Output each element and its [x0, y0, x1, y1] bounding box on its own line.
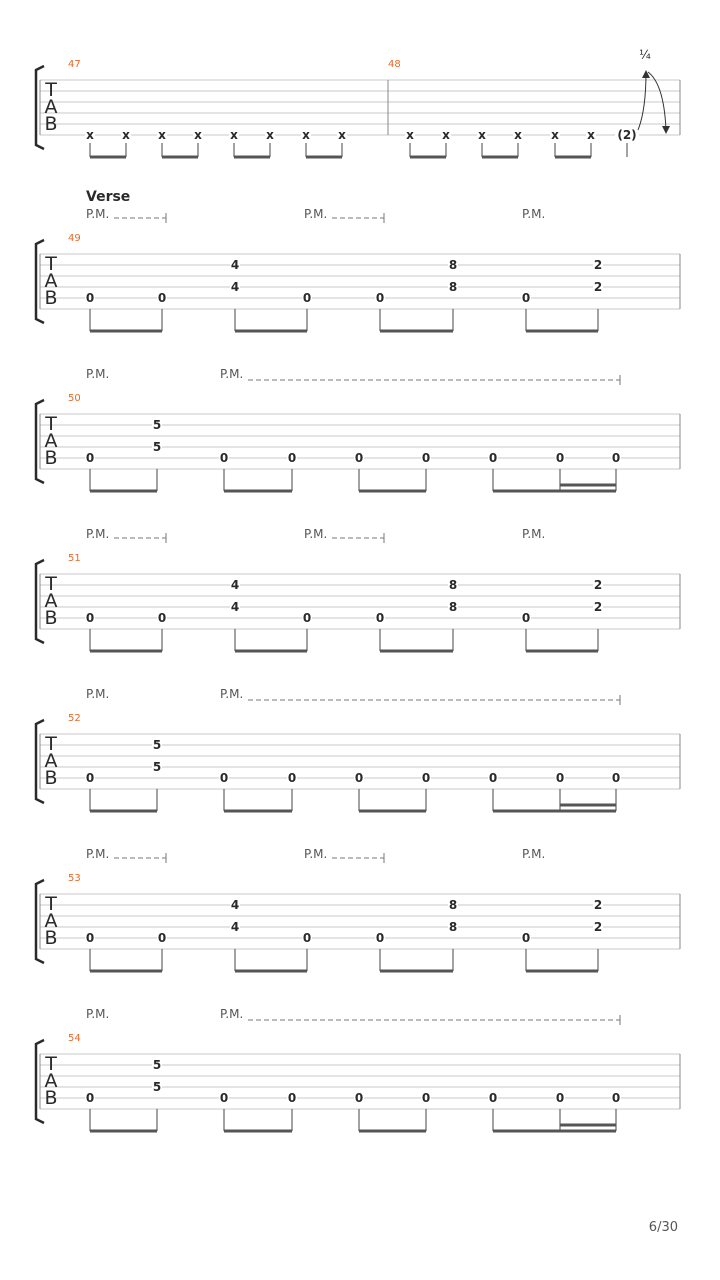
- fret-number: 0: [85, 931, 95, 945]
- tab-clef-letter: T: [45, 413, 57, 435]
- measure-number: 49: [68, 233, 81, 244]
- fret-number: x: [158, 128, 166, 142]
- fret-number: 4: [230, 280, 240, 294]
- fret-number: x: [406, 128, 414, 142]
- palm-mute-label: P.M.: [86, 1007, 110, 1021]
- fret-number: (2): [617, 128, 637, 142]
- fret-number: 0: [85, 451, 95, 465]
- fret-number: x: [122, 128, 130, 142]
- measure-number: 47: [68, 59, 81, 70]
- note-beam: [235, 970, 307, 973]
- fret-number: 8: [448, 258, 458, 272]
- tab-clef-letter: A: [44, 1070, 58, 1092]
- note-beam: [90, 330, 162, 333]
- release-curve: [648, 72, 666, 130]
- note-beam: [380, 330, 453, 333]
- fret-number: 5: [152, 738, 162, 752]
- fret-number: 0: [375, 291, 385, 305]
- note-beam: [493, 490, 616, 493]
- fret-number: 0: [287, 1091, 297, 1105]
- note-beam: [224, 810, 292, 813]
- fret-number: 0: [85, 291, 95, 305]
- tab-clef-letter: A: [44, 430, 58, 452]
- note-beam: [526, 330, 598, 333]
- note-beam: [90, 650, 162, 653]
- fret-number: 0: [302, 291, 312, 305]
- fret-number: x: [302, 128, 310, 142]
- note-beam: [560, 804, 616, 807]
- fret-number: 2: [593, 898, 603, 912]
- tab-clef-letter: A: [44, 590, 58, 612]
- fret-number: 0: [611, 771, 621, 785]
- fret-number: 0: [521, 931, 531, 945]
- fret-number: 8: [448, 600, 458, 614]
- palm-mute-label: P.M.: [522, 847, 546, 861]
- fret-number: 0: [555, 771, 565, 785]
- tab-clef-letter: T: [45, 253, 57, 275]
- fret-number: x: [338, 128, 346, 142]
- note-beam: [359, 810, 426, 813]
- measure-number: 48: [388, 59, 401, 70]
- fret-number: 0: [375, 611, 385, 625]
- palm-mute-label: P.M.: [522, 527, 546, 541]
- fret-number: x: [514, 128, 522, 142]
- tab-clef-letter: B: [44, 1087, 58, 1109]
- release-arrow-down: [662, 126, 670, 134]
- palm-mute-label: P.M.: [304, 207, 328, 221]
- fret-number: 0: [555, 1091, 565, 1105]
- measure-number: 50: [68, 393, 81, 404]
- fret-number: 0: [85, 771, 95, 785]
- fret-number: 0: [488, 451, 498, 465]
- fret-number: 8: [448, 898, 458, 912]
- page-number: 6/30: [648, 1220, 678, 1235]
- fret-number: x: [587, 128, 595, 142]
- measure-number: 53: [68, 873, 81, 884]
- fret-number: 2: [593, 578, 603, 592]
- note-beam: [162, 156, 198, 159]
- fret-number: 0: [488, 1091, 498, 1105]
- palm-mute-label: P.M.: [522, 207, 546, 221]
- tab-clef-letter: A: [44, 750, 58, 772]
- note-beam: [90, 810, 157, 813]
- tab-clef-letter: B: [44, 927, 58, 949]
- fret-number: 0: [375, 931, 385, 945]
- fret-number: 4: [230, 258, 240, 272]
- palm-mute-label: P.M.: [86, 367, 110, 381]
- bend-arrow-up: [642, 70, 650, 78]
- note-beam: [380, 970, 453, 973]
- fret-number: x: [266, 128, 274, 142]
- note-beam: [224, 1130, 292, 1133]
- note-beam: [493, 1130, 616, 1133]
- tab-clef-letter: A: [44, 910, 58, 932]
- note-beam: [235, 650, 307, 653]
- measure-number: 54: [68, 1033, 81, 1044]
- bend-curve: [638, 72, 646, 130]
- palm-mute-label: P.M.: [86, 687, 110, 701]
- tab-clef-letter: A: [44, 270, 58, 292]
- fret-number: 0: [85, 611, 95, 625]
- fret-number: 0: [219, 451, 229, 465]
- fret-number: 0: [421, 451, 431, 465]
- fret-number: 0: [85, 1091, 95, 1105]
- tab-clef-letter: B: [44, 287, 58, 309]
- fret-number: 0: [521, 611, 531, 625]
- fret-number: 0: [521, 291, 531, 305]
- fret-number: 8: [448, 280, 458, 294]
- fret-number: 0: [287, 451, 297, 465]
- fret-number: x: [442, 128, 450, 142]
- fret-number: x: [551, 128, 559, 142]
- tab-clef-letter: B: [44, 767, 58, 789]
- tab-clef-letter: A: [44, 96, 58, 118]
- note-beam: [359, 490, 426, 493]
- note-beam: [526, 970, 598, 973]
- fret-number: 0: [302, 931, 312, 945]
- fret-number: 0: [157, 611, 167, 625]
- palm-mute-label: P.M.: [220, 1007, 244, 1021]
- fret-number: 0: [219, 1091, 229, 1105]
- tab-clef-letter: T: [45, 573, 57, 595]
- tab-clef-letter: T: [45, 733, 57, 755]
- fret-number: x: [86, 128, 94, 142]
- fret-number: 8: [448, 920, 458, 934]
- fret-number: 0: [555, 451, 565, 465]
- note-beam: [90, 156, 126, 159]
- note-beam: [90, 970, 162, 973]
- note-beam: [482, 156, 518, 159]
- measure-number: 51: [68, 553, 81, 564]
- note-beam: [410, 156, 446, 159]
- note-beam: [526, 650, 598, 653]
- measure-number: 52: [68, 713, 81, 724]
- palm-mute-label: P.M.: [304, 847, 328, 861]
- fret-number: 5: [152, 440, 162, 454]
- palm-mute-label: P.M.: [220, 367, 244, 381]
- tab-clef-letter: T: [45, 1053, 57, 1075]
- note-beam: [560, 484, 616, 487]
- fret-number: 5: [152, 418, 162, 432]
- fret-number: 2: [593, 920, 603, 934]
- palm-mute-label: P.M.: [86, 207, 110, 221]
- note-beam: [493, 810, 616, 813]
- fret-number: 5: [152, 760, 162, 774]
- tab-clef-letter: B: [44, 113, 58, 135]
- fret-number: 5: [152, 1058, 162, 1072]
- palm-mute-label: P.M.: [220, 687, 244, 701]
- fret-number: 0: [157, 291, 167, 305]
- note-beam: [359, 1130, 426, 1133]
- tab-clef-letter: T: [45, 79, 57, 101]
- fret-number: x: [478, 128, 486, 142]
- fret-number: x: [230, 128, 238, 142]
- palm-mute-label: P.M.: [86, 527, 110, 541]
- palm-mute-label: P.M.: [304, 527, 328, 541]
- note-beam: [560, 1124, 616, 1127]
- fret-number: 0: [611, 451, 621, 465]
- note-beam: [306, 156, 342, 159]
- tab-clef-letter: B: [44, 447, 58, 469]
- fret-number: 4: [230, 898, 240, 912]
- fret-number: 0: [354, 1091, 364, 1105]
- fret-number: 5: [152, 1080, 162, 1094]
- fret-number: 0: [488, 771, 498, 785]
- fret-number: 0: [354, 451, 364, 465]
- palm-mute-label: P.M.: [86, 847, 110, 861]
- fret-number: 2: [593, 600, 603, 614]
- fret-number: 0: [421, 1091, 431, 1105]
- fret-number: 0: [611, 1091, 621, 1105]
- fret-number: 0: [302, 611, 312, 625]
- bend-amount-label: ¼: [639, 48, 651, 62]
- note-beam: [90, 490, 157, 493]
- fret-number: 0: [219, 771, 229, 785]
- tab-clef-letter: T: [45, 893, 57, 915]
- fret-number: 4: [230, 600, 240, 614]
- note-beam: [224, 490, 292, 493]
- fret-number: 2: [593, 258, 603, 272]
- note-beam: [380, 650, 453, 653]
- fret-number: 0: [287, 771, 297, 785]
- fret-number: 2: [593, 280, 603, 294]
- note-beam: [90, 1130, 157, 1133]
- section-label: Verse: [86, 189, 131, 205]
- fret-number: 0: [354, 771, 364, 785]
- fret-number: 4: [230, 920, 240, 934]
- fret-number: x: [194, 128, 202, 142]
- fret-number: 8: [448, 578, 458, 592]
- note-beam: [235, 330, 307, 333]
- fret-number: 0: [421, 771, 431, 785]
- note-beam: [234, 156, 270, 159]
- tab-clef-letter: B: [44, 607, 58, 629]
- note-beam: [555, 156, 591, 159]
- fret-number: 0: [157, 931, 167, 945]
- fret-number: 4: [230, 578, 240, 592]
